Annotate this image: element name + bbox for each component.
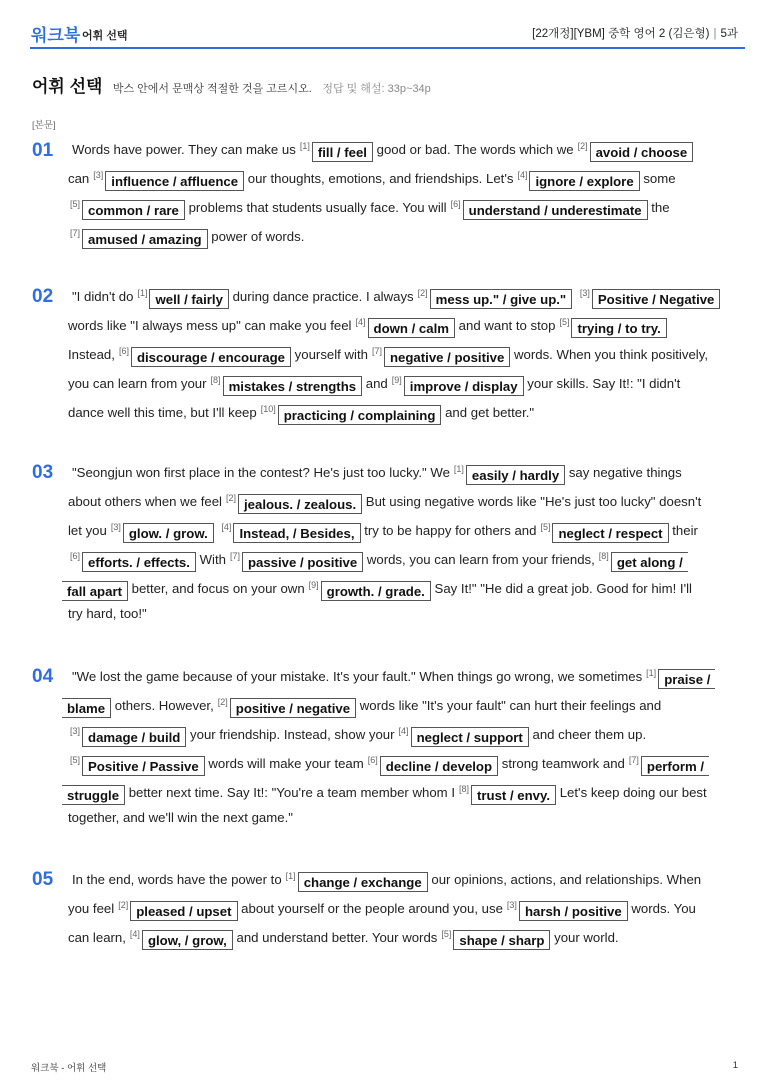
passage-text: dance well this time, but I'll keep xyxy=(68,405,257,420)
vocab-choice-box[interactable]: down / calm xyxy=(368,318,455,338)
passage-text: With xyxy=(199,552,226,567)
passage-line xyxy=(66,546,688,572)
blank-marker: [7] xyxy=(70,228,81,238)
blank-marker: [4] xyxy=(398,726,409,736)
vocab-choice-box[interactable]: get along / xyxy=(611,552,688,572)
vocab-choice-box[interactable]: decline / develop xyxy=(380,756,498,776)
passage-line xyxy=(68,604,147,624)
passage-line xyxy=(68,312,667,338)
vocab-choice-box[interactable]: mistakes / strengths xyxy=(223,376,363,396)
blank-marker: [6] xyxy=(70,551,81,561)
vocab-choice-box[interactable]: mess up." / give up." xyxy=(430,289,573,309)
vocab-choice-box[interactable]: pleased / upset xyxy=(130,901,237,921)
blank-marker: [1] xyxy=(299,141,310,151)
passage-text: your skills. Say It!: "I didn't xyxy=(527,376,681,391)
vocab-choice-box[interactable]: Positive / Passive xyxy=(82,756,205,776)
vocab-choice-box[interactable]: fall apart xyxy=(62,581,128,601)
passage-text: strong teamwork and xyxy=(501,756,625,771)
vocab-choice-box[interactable]: shape / sharp xyxy=(453,930,550,950)
passage-text: better next time. Say It!: "You're a team member whom I xyxy=(128,785,455,800)
vocab-choice-box[interactable]: avoid / choose xyxy=(590,142,694,162)
section-number: 01 xyxy=(32,140,54,161)
vocab-choice-box[interactable]: Positive / Negative xyxy=(592,289,721,309)
passage-text: others. However, xyxy=(114,698,214,713)
passage-line xyxy=(62,692,661,718)
passage-text: and understand better. Your words xyxy=(236,930,438,945)
vocab-choice-box[interactable]: damage / build xyxy=(82,727,186,747)
passage-line xyxy=(66,750,709,776)
vocab-choice-box[interactable]: trust / envy. xyxy=(471,785,556,805)
blank-marker: [5] xyxy=(441,929,452,939)
vocab-choice-box[interactable]: improve / display xyxy=(404,376,524,396)
blank-marker: [2] xyxy=(225,493,236,503)
passage-text: power of words. xyxy=(211,229,305,244)
passage-line xyxy=(62,575,692,601)
vocab-choice-box[interactable]: amused / amazing xyxy=(82,229,208,249)
blank-marker: [4] xyxy=(129,929,140,939)
passage-text: Say It!" "He did a great job. Good for him! I'll xyxy=(434,581,692,596)
passage-text: can learn, xyxy=(68,930,126,945)
vocab-choice-box[interactable]: Instead, / Besides, xyxy=(233,523,360,543)
blank-marker: [9] xyxy=(391,375,402,385)
vocab-choice-box[interactable]: blame xyxy=(62,698,111,718)
header-divider xyxy=(30,47,745,49)
blank-marker: [5] xyxy=(559,317,570,327)
blank-marker: [3] xyxy=(70,726,81,736)
vocab-choice-box[interactable]: glow. / grow. xyxy=(123,523,214,543)
blank-marker: [8] xyxy=(458,784,469,794)
blank-marker: [9] xyxy=(308,580,319,590)
course-info xyxy=(532,25,738,41)
passage-text: words like "It's your fault" can hurt their feelings and xyxy=(359,698,662,713)
page-title: 어휘 선택 xyxy=(32,77,103,96)
vocab-choice-box[interactable]: struggle xyxy=(62,785,125,805)
brand-section: 어휘 선택 xyxy=(82,30,128,42)
passage-text: your friendship. Instead, show your xyxy=(190,727,395,742)
blank-marker: [2] xyxy=(217,697,228,707)
passage-text: better, and focus on your own xyxy=(131,581,305,596)
source-tag: [본문] xyxy=(32,120,56,131)
header xyxy=(0,0,768,48)
passage-line xyxy=(66,223,304,249)
passage-text: good or bad. The words which we xyxy=(376,142,574,157)
passage-text: and xyxy=(365,376,388,391)
passage-text: Instead, xyxy=(68,347,115,362)
vocab-choice-box[interactable]: discourage / encourage xyxy=(131,347,291,367)
passage-text: "We lost the game because of your mistake. It's your fault." When things go wrong, we sometimes xyxy=(72,669,643,684)
course-name: [22개정][YBM] 중학 영어 2 (김은형) xyxy=(532,28,710,40)
passage-text: words. When you think positively, xyxy=(514,347,708,362)
passage-text: our thoughts, emotions, and friendships. Let's xyxy=(247,171,514,186)
passage-text: the xyxy=(651,200,670,215)
vocab-choice-box[interactable]: harsh / positive xyxy=(519,901,628,921)
vocab-choice-box[interactable]: well / fairly xyxy=(149,289,228,309)
blank-marker: [5] xyxy=(70,755,81,765)
vocab-choice-box[interactable]: influence / affluence xyxy=(105,171,244,191)
blank-marker: [7] xyxy=(371,346,382,356)
vocab-choice-box[interactable]: passive / positive xyxy=(242,552,363,572)
blank-marker: [1] xyxy=(646,668,657,678)
passage-text: "Seongjun won first place in the contest? He's just too lucky." We xyxy=(72,465,450,480)
blank-marker: [4] xyxy=(517,170,528,180)
passage-line xyxy=(72,866,701,892)
blank-marker: [4] xyxy=(355,317,366,327)
passage-text: Words have power. They can make us xyxy=(72,142,296,157)
blank-marker: [6] xyxy=(118,346,129,356)
vocab-choice-box[interactable]: praise / xyxy=(658,669,715,689)
passage-text: words. You xyxy=(631,901,696,916)
passage-text: can xyxy=(68,171,90,186)
vocab-choice-box[interactable]: jealous. / zealous. xyxy=(238,494,362,514)
vocab-choice-box[interactable]: perform / xyxy=(641,756,709,776)
course-separator: | xyxy=(713,28,717,40)
blank-marker: [7] xyxy=(628,755,639,765)
vocab-choice-box[interactable]: practicing / complaining xyxy=(278,405,442,425)
vocab-choice-box[interactable]: fill / feel xyxy=(312,142,373,162)
vocab-choice-box[interactable]: ignore / explore xyxy=(529,171,639,191)
section-number: 05 xyxy=(32,869,54,890)
passage-line xyxy=(72,663,715,689)
passage-line xyxy=(68,165,676,191)
passage-line xyxy=(68,895,696,921)
vocab-choice-box[interactable]: negative / positive xyxy=(384,347,510,367)
passage-text: some xyxy=(643,171,676,186)
passage-line xyxy=(68,399,534,425)
vocab-choice-box[interactable]: efforts. / effects. xyxy=(82,552,196,572)
passage-line xyxy=(66,194,670,220)
passage-text: words will make your team xyxy=(208,756,364,771)
passage-line xyxy=(72,459,682,485)
passage-text: about others when we feel xyxy=(68,494,222,509)
passage-line xyxy=(66,721,646,747)
blank-marker: [3] xyxy=(93,170,104,180)
passage-text: your world. xyxy=(554,930,619,945)
lesson-label: 5과 xyxy=(720,28,738,40)
passage-text: say negative things xyxy=(568,465,682,480)
blank-marker: [3] xyxy=(579,288,590,298)
passage-text: But using negative words like "He's just too lucky" doesn't xyxy=(365,494,702,509)
passage-line xyxy=(72,136,693,162)
passage-line xyxy=(68,808,293,828)
blank-marker: [6] xyxy=(450,199,461,209)
passage-text: and want to stop xyxy=(458,318,556,333)
blank-marker: [8] xyxy=(210,375,221,385)
passage-text: words, you can learn from your friends, xyxy=(366,552,595,567)
vocab-choice-box[interactable]: neglect / respect xyxy=(552,523,668,543)
blank-marker: [5] xyxy=(540,522,551,532)
blank-marker: [2] xyxy=(417,288,428,298)
passage-text: yourself with xyxy=(294,347,368,362)
blank-marker: [1] xyxy=(137,288,148,298)
vocab-choice-box[interactable]: easily / hardly xyxy=(466,465,565,485)
vocab-choice-box[interactable]: change / exchange xyxy=(298,872,428,892)
blank-marker: [2] xyxy=(118,900,129,910)
page-number: 1 xyxy=(732,1060,738,1071)
passage-line xyxy=(68,517,698,543)
blank-marker: [2] xyxy=(577,141,588,151)
answer-reference: 정답 및 해설: 33p~34p xyxy=(322,83,431,95)
passage-text: "I didn't do xyxy=(72,289,134,304)
section-number: 03 xyxy=(32,462,54,483)
blank-marker: [1] xyxy=(285,871,296,881)
passage-line xyxy=(68,924,619,950)
title-row xyxy=(32,72,431,97)
blank-marker: [5] xyxy=(70,199,81,209)
blank-marker: [10] xyxy=(260,404,276,414)
vocab-choice-box[interactable]: understand / underestimate xyxy=(463,200,648,220)
blank-marker: [8] xyxy=(598,551,609,561)
blank-marker: [7] xyxy=(229,551,240,561)
vocab-choice-box[interactable]: common / rare xyxy=(82,200,185,220)
section-number: 02 xyxy=(32,286,54,307)
passage-text: you feel xyxy=(68,901,115,916)
passage-text: let you xyxy=(68,523,107,538)
passage-text: about yourself or the people around you, use xyxy=(241,901,503,916)
vocab-choice-box[interactable]: growth. / grade. xyxy=(321,581,431,601)
passage-text: try to be happy for others and xyxy=(364,523,537,538)
passage-text: and cheer them up. xyxy=(532,727,647,742)
vocab-choice-box[interactable]: glow, / grow, xyxy=(142,930,233,950)
brand-title: 워크북 xyxy=(31,26,81,45)
instruction-text: 박스 안에서 문맥상 적절한 것을 고르시오. xyxy=(112,83,312,95)
section-number: 04 xyxy=(32,666,54,687)
passage-text: In the end, words have the power to xyxy=(72,872,282,887)
vocab-choice-box[interactable]: trying / to try. xyxy=(571,318,666,338)
footer-title: 워크북 - 어휘 선택 xyxy=(31,1063,107,1074)
passage-line xyxy=(62,779,707,805)
passage-text: Let's keep doing our best xyxy=(559,785,707,800)
passage-text: our opinions, actions, and relationships. When xyxy=(431,872,702,887)
passage-text: together, and we'll win the next game." xyxy=(68,810,293,825)
passage-text: and get better." xyxy=(445,405,535,420)
vocab-choice-box[interactable]: positive / negative xyxy=(230,698,356,718)
blank-marker: [3] xyxy=(110,522,121,532)
passage-line xyxy=(68,488,701,514)
passage-line xyxy=(72,283,720,309)
passage-text: you can learn from your xyxy=(68,376,207,391)
passage-text: try hard, too!" xyxy=(68,606,147,621)
passage-text: words like "I always mess up" can make you feel xyxy=(68,318,352,333)
passage-text: their xyxy=(672,523,698,538)
passage-line xyxy=(68,341,708,367)
passage-line xyxy=(68,370,680,396)
blank-marker: [1] xyxy=(453,464,464,474)
vocab-choice-box[interactable]: neglect / support xyxy=(411,727,529,747)
blank-marker: [3] xyxy=(506,900,517,910)
blank-marker: [4] xyxy=(221,522,232,532)
passage-text: during dance practice. I always xyxy=(232,289,414,304)
passage-text: problems that students usually face. You will xyxy=(188,200,447,215)
blank-marker: [6] xyxy=(367,755,378,765)
